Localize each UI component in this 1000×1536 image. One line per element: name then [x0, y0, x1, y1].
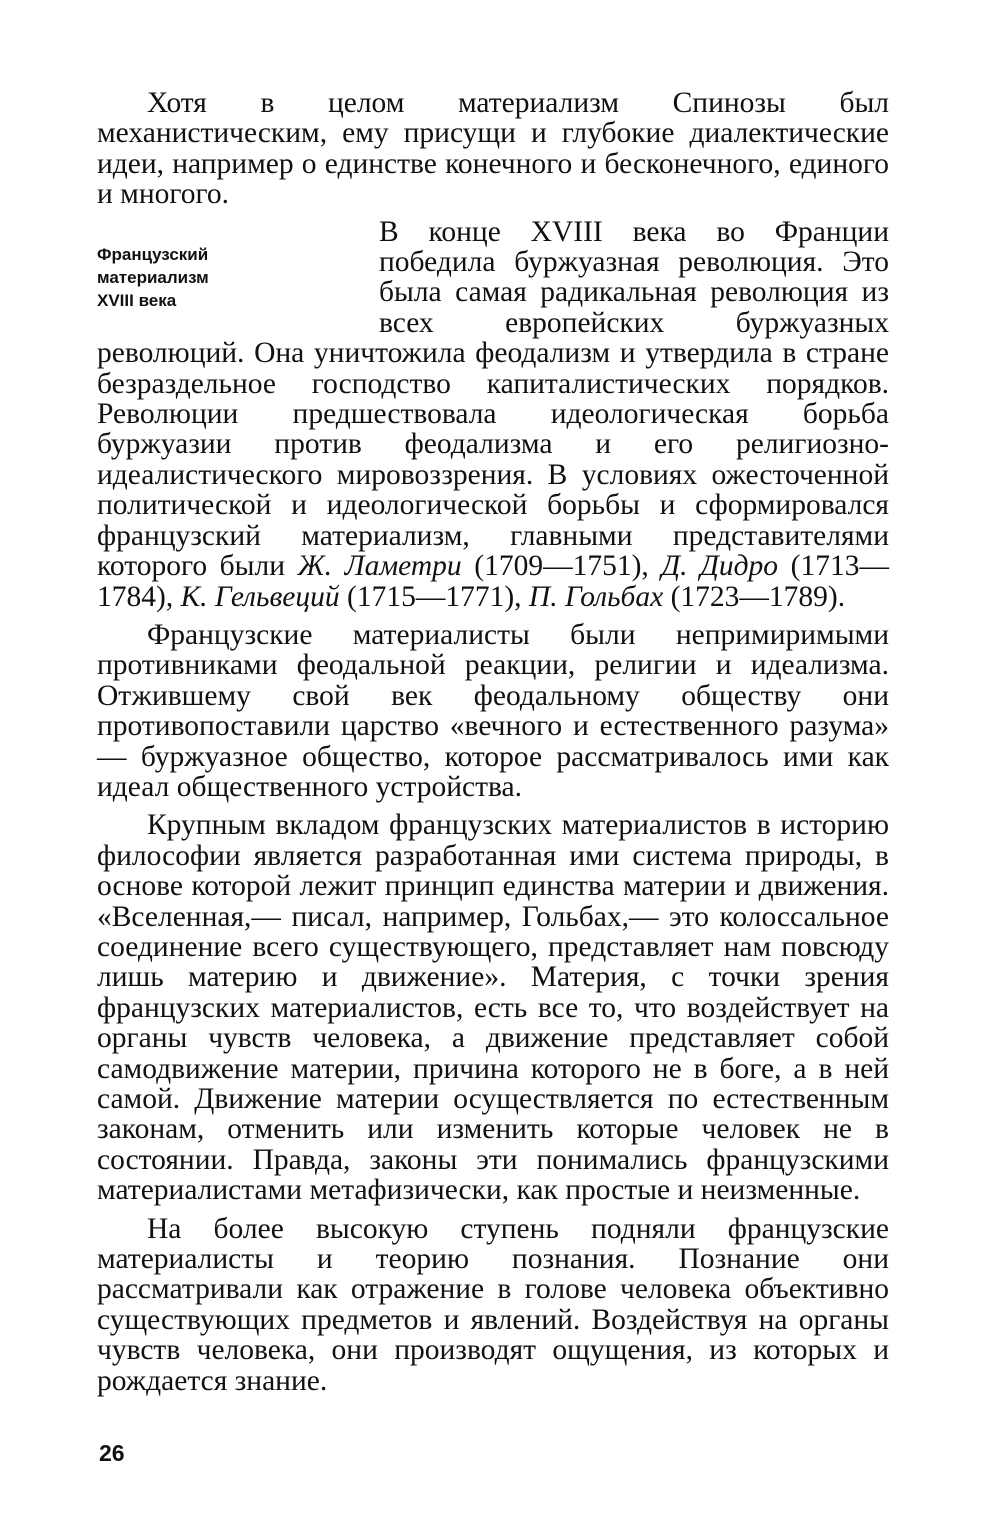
philosopher-dates: (1723—1789).: [663, 580, 846, 613]
page-number: 26: [99, 1440, 125, 1466]
margin-heading-line: материализм: [97, 267, 209, 287]
paragraph-text: В конце XVIII века во Франции победила буржуазная революция. Это была самая радикальная революция из всех европейских буржуазных революций. Она уничтожила феодализм и утвердила в стране безраздельное господство капиталистических порядков. Революции предшествовала идеологическая борьба буржуазии против феодализма и его религиозно-идеалистического мировоззрения. В условиях ожесточенной политической и идеологической борьбы и сформировался французский материализм, главными представителями которого были: [97, 215, 889, 583]
philosopher-name: Д. Дидро: [661, 550, 779, 583]
paragraph-opponents: Французские материалисты были непримиримыми противниками феодальной реакции, религии и идеализма. Отжившему свой век феодальному обществу они противопоставили царство «вечного и естественного разума» — буржуазное общество, которое рассматривалось ими как идеал общественного устройства.: [97, 618, 889, 803]
page-body: [97, 88, 889, 1396]
paragraph-theory-of-knowledge: На более высокую ступень подняли французские материалисты и теорию познания. Познание они рассматривали как отражение в голове человека объективно существующих предметов и явлений. Воздействуя на органы чувств человека, они производят ощущения, из которых и рождается знание.: [97, 1212, 889, 1397]
philosopher-dates: (1713—1784),: [97, 550, 889, 613]
philosopher-name: П. Гольбах: [528, 580, 664, 613]
paragraph-spinoza: Хотя в целом материализм Спинозы был механистическим, ему присущи и глубокие диалектические идеи, например о единстве конечного и бесконечного, единого и многого.: [97, 87, 889, 211]
philosopher-name: Ж. Ламетри: [297, 550, 462, 583]
margin-heading-line: XVIII века: [97, 290, 177, 310]
philosopher-dates: (1709—1751),: [461, 550, 662, 583]
paragraph-system-of-nature: Крупным вкладом французских материалистов в историю философии является разработанная ими система природы, в основе которой лежит принцип единства материи и движения. «Вселенная,— писал, например, Гольбах,— это колоссальное соединение всего существующего, представляет нам повсюду лишь материю и движение». Материя, с точки зрения французских материалистов, есть все то, что воздействует на органы чувств человека, а движение представляет собой самодвижение материи, причина которого не в боге, а в ней самой. Движение материи осуществляется по естественным законам, отменить или изменить которые человек не в состоянии. Правда, законы эти понимались французскими материалистами метафизически, как простые и неизменные.: [97, 809, 889, 1207]
philosopher-dates: (1715—1771),: [339, 580, 529, 613]
section-french-materialism: [97, 217, 889, 612]
margin-heading: [97, 243, 267, 312]
philosopher-name: К. Гельвеций: [180, 580, 340, 613]
margin-heading-line: Французский: [97, 244, 209, 264]
